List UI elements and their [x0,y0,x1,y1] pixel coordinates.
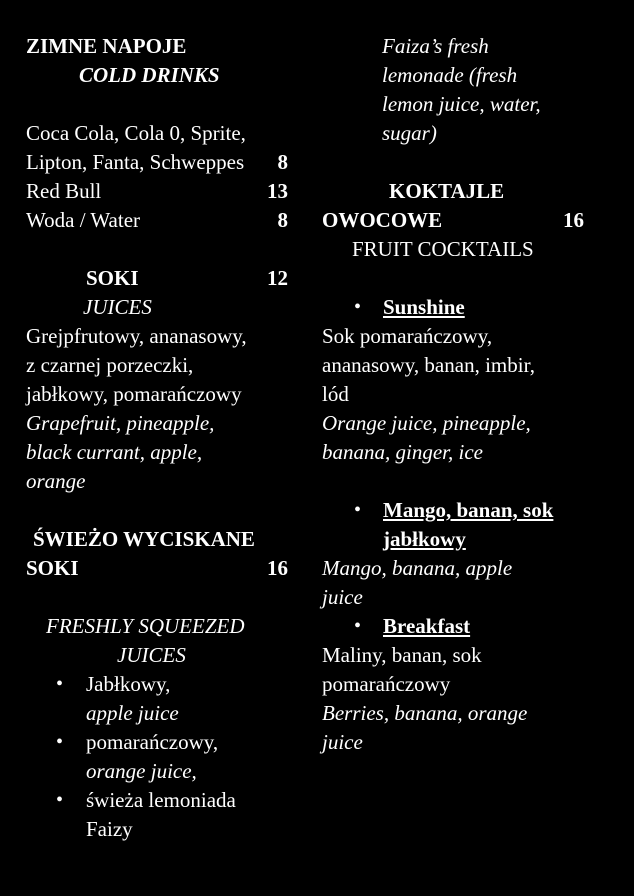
juices-desc-pl-3: jabłkowy, pomarańczowy [26,382,242,406]
juices-desc-en-1: Grapefruit, pineapple, [26,411,215,435]
fresh-item-3-en: Faizy [86,817,133,841]
cocktail-1-pl-2: ananasowy, banan, imbir, [322,353,535,377]
fresh-item-2-pl: • pomarańczowy, [26,728,288,757]
cocktails-title-en: FRUIT COCKTAILS [352,237,534,261]
juices-desc-en-3: orange [26,469,86,493]
fresh-juices-title-en-1: FRESHLY SQUEEZED [46,614,245,638]
cocktail-2-en-1: Mango, banana, apple [322,556,513,580]
cocktail-1-en-1: Orange juice, pineapple, [322,411,531,435]
red-bull-price: 13 [267,179,288,203]
lemonade-desc-4: sugar) [382,121,437,145]
lemonade-desc-1: Faiza’s fresh [382,34,489,58]
cocktails-title-pl-2: OWOCOWE [322,208,443,232]
cold-drinks-title-en: COLD DRINKS [79,63,220,87]
right-column [322,32,588,757]
red-bull-row [26,177,288,206]
juices-title-en: JUICES [83,295,152,319]
fresh-item-3-pl: • świeża lemoniada [26,786,288,815]
water-label: Woda / Water [26,208,141,232]
cocktails-price: 16 [563,208,584,232]
cocktail-2 [322,496,588,525]
lemonade-desc-2: lemonade (fresh [382,63,518,87]
cocktail-1-pl-1: Sok pomarańczowy, [322,324,493,348]
juices-desc-en-2: black currant, apple, [26,440,203,464]
cocktail-3-en-2: juice [322,730,363,754]
fresh-juices-title-en-2: JUICES [117,643,186,667]
red-bull-label: Red Bull [26,179,102,203]
water-row [26,206,288,235]
cocktails-header-row [322,206,584,235]
cocktail-2-name-1: Mango, banan, sok [383,498,554,522]
cocktail-1-name: Sunshine [383,295,465,319]
soft-drinks-line-2: Lipton, Fanta, Schweppes [26,150,245,174]
water-price: 8 [277,208,288,232]
soft-drinks-price: 8 [277,150,288,174]
cocktails-title-pl-1: KOKTAJLE [389,179,505,203]
cocktail-2-en-2: juice [322,585,363,609]
cocktail-3-pl-1: Maliny, banan, sok [322,643,482,667]
cocktail-1-pl-3: lód [322,382,349,406]
soft-drinks-row [26,148,288,177]
left-column [26,32,288,844]
cocktail-1 [322,293,588,322]
cocktail-3-pl-2: pomarańczowy [322,672,451,696]
fresh-juices-header-row [26,554,288,583]
fresh-juices-title-pl-2: SOKI [26,556,79,580]
fresh-item-1-pl: • Jabłkowy, [26,670,288,699]
juices-header-row [26,264,288,293]
fresh-juices-title-pl-1: ŚWIEŻO WYCISKANE [33,527,255,551]
fresh-juices-price: 16 [267,556,288,580]
juices-title-pl: SOKI [86,266,139,290]
cocktail-1-en-2: banana, ginger, ice [322,440,483,464]
soft-drinks-line-1: Coca Cola, Cola 0, Sprite, [26,121,246,145]
fresh-item-2-en: orange juice, [86,759,197,783]
juices-desc-pl-1: Grejpfrutowy, ananasowy, [26,324,247,348]
cocktail-3 [322,612,588,641]
juices-price: 12 [267,266,288,290]
cold-drinks-title-pl: ZIMNE NAPOJE [26,34,187,58]
fresh-item-1-en: apple juice [86,701,179,725]
lemonade-desc-3: lemon juice, water, [382,92,541,116]
juices-desc-pl-2: z czarnej porzeczki, [26,353,194,377]
cocktail-3-en-1: Berries, banana, orange [322,701,528,725]
cocktail-2-name-2: jabłkowy [383,527,466,551]
cocktail-3-name: Breakfast [383,614,471,638]
